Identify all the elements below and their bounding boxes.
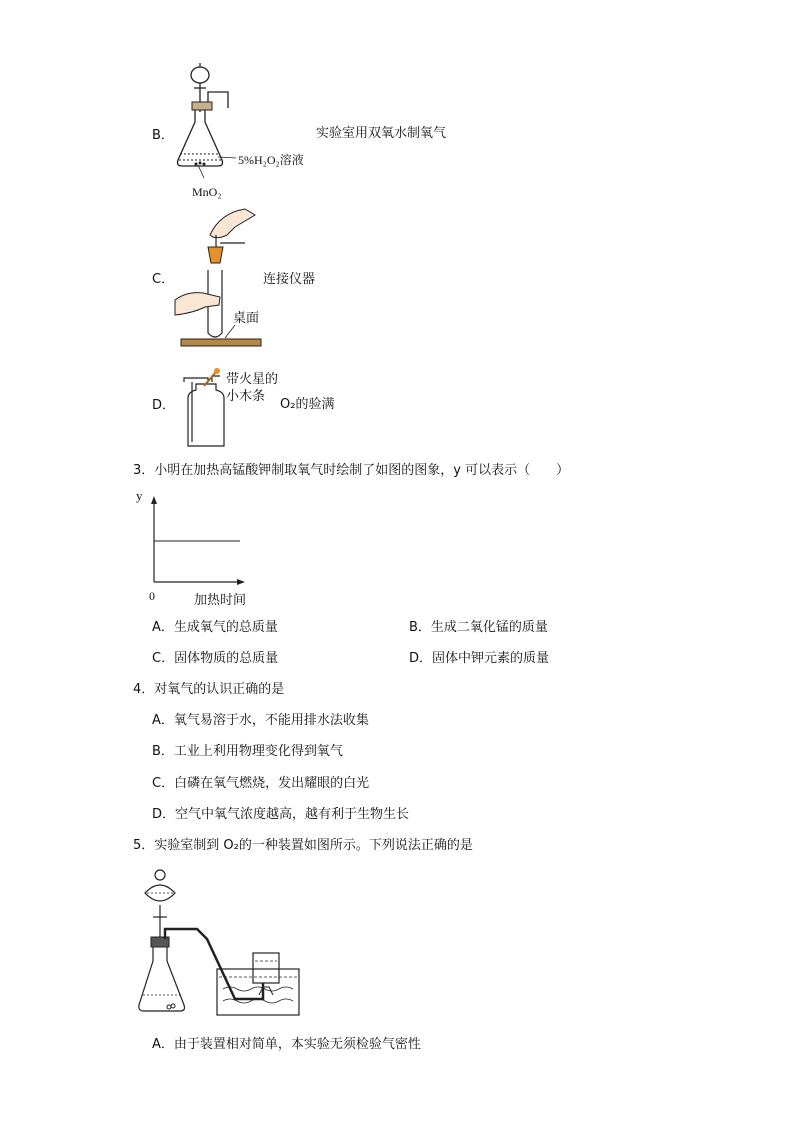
q4-option-c[interactable]: C．白磷在氧气燃烧，发出耀眼的白光 xyxy=(152,776,370,791)
option-c-caption: 连接仪器 xyxy=(263,272,316,287)
q3-option-d[interactable]: D．固体中钾元素的质量 xyxy=(409,651,550,666)
q3-option-a[interactable]: A．生成氧气的总质量 xyxy=(152,620,278,635)
q4-stem: 4．对氧气的认识正确的是 xyxy=(133,682,285,697)
label-mno2: MnO₂ xyxy=(192,185,222,199)
oxygen-collection-apparatus xyxy=(135,865,305,1020)
x-axis-arrow xyxy=(237,579,245,585)
label-stick-line1: 带火星的 xyxy=(226,372,279,387)
y-axis-label: y xyxy=(136,488,143,503)
option-c-letter: C． xyxy=(152,272,175,287)
x-axis-label: 加热时间 xyxy=(194,593,247,608)
connect-apparatus-illustration xyxy=(175,205,265,353)
label-h2o2-solution: 5%H₂O₂溶液 xyxy=(238,153,304,167)
q5-option-a[interactable]: A．由于装置相对简单，本实验无须检验气密性 xyxy=(152,1037,421,1052)
q3-option-c[interactable]: C．固体物质的总质量 xyxy=(152,651,279,666)
y-axis-arrow xyxy=(151,496,157,504)
q4-option-a[interactable]: A．氧气易溶于水，不能用排水法收集 xyxy=(152,713,369,728)
label-stick-line2: 小木条 xyxy=(226,389,266,404)
hydrogen-peroxide-apparatus xyxy=(170,60,260,200)
label-table: 桌面 xyxy=(233,311,260,326)
option-b-caption: 实验室用双氧水制氧气 xyxy=(316,126,447,141)
q5-stem: 5．实验室制到 O₂的一种装置如图所示。下列说法正确的是 xyxy=(133,838,473,853)
option-d-caption: O₂的验满 xyxy=(280,397,335,412)
origin-label: 0 xyxy=(149,589,155,603)
q4-option-d[interactable]: D．空气中氧气浓度越高，越有利于生物生长 xyxy=(152,807,410,822)
option-b-letter: B． xyxy=(152,128,174,143)
q4-option-b[interactable]: B．工业上利用物理变化得到氧气 xyxy=(152,744,343,759)
q3-option-b[interactable]: B．生成二氧化锰的质量 xyxy=(409,620,548,635)
q3-stem: 3．小明在加热高锰酸钾制取氧气时绘制了如图的图象，y 可以表示（ ） xyxy=(133,463,570,478)
q3-line-chart xyxy=(130,486,260,610)
option-d-letter: D． xyxy=(152,398,176,413)
